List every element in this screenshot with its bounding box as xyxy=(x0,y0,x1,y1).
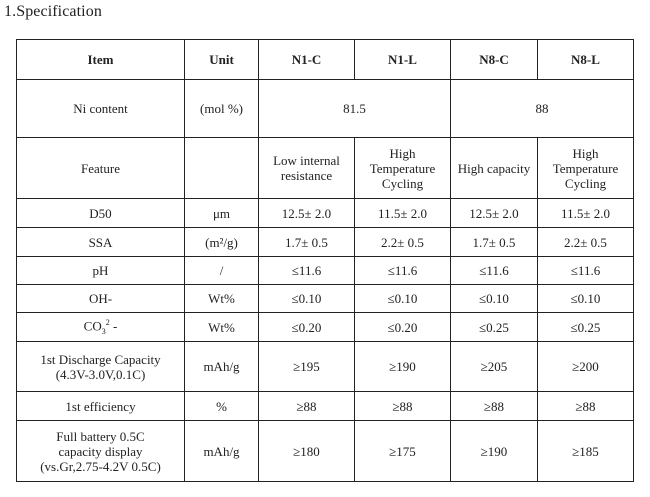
row-label: D50 xyxy=(17,199,185,228)
row-unit: Wt% xyxy=(185,285,259,313)
d50-n8-c: 12.5± 2.0 xyxy=(451,199,538,228)
header-unit: Unit xyxy=(185,40,259,80)
oh-n8-l: ≤0.10 xyxy=(538,285,634,313)
header-n8-l: N8-L xyxy=(538,40,634,80)
discharge-n1-l: ≥190 xyxy=(355,342,451,392)
row-label: OH- xyxy=(17,285,185,313)
d50-n8-l: 11.5± 2.0 xyxy=(538,199,634,228)
row-label xyxy=(17,421,185,482)
row-unit: Wt% xyxy=(185,313,259,342)
efficiency-n8-l: ≥88 xyxy=(538,392,634,421)
row-label xyxy=(17,342,185,392)
full-battery-n1-l: ≥175 xyxy=(355,421,451,482)
ni-value-n8: 88 xyxy=(451,80,634,138)
feature-n8-c: High capacity xyxy=(451,138,538,199)
efficiency-n1-l: ≥88 xyxy=(355,392,451,421)
table-row-full-battery xyxy=(17,421,634,482)
ni-value-n1: 81.5 xyxy=(259,80,451,138)
row-unit: / xyxy=(185,257,259,285)
row-label-line: 1st Discharge Capacity xyxy=(40,351,161,367)
row-label: Feature xyxy=(17,138,185,199)
efficiency-n8-c: ≥88 xyxy=(451,392,538,421)
section-heading: 1.Specification xyxy=(4,3,102,20)
row-label-line: Full battery 0.5C xyxy=(56,428,145,444)
ssa-n1-c: 1.7± 0.5 xyxy=(259,228,355,257)
feature-n1-c: Low internal resistance xyxy=(259,138,355,199)
header-item: Item xyxy=(17,40,185,80)
oh-n1-c: ≤0.10 xyxy=(259,285,355,313)
ph-n8-c: ≤11.6 xyxy=(451,257,538,285)
table-row-discharge-capacity xyxy=(17,342,634,392)
co3-n1-c: ≤0.20 xyxy=(259,313,355,342)
row-unit: (mol %) xyxy=(185,80,259,138)
ph-n1-c: ≤11.6 xyxy=(259,257,355,285)
ssa-n1-l: 2.2± 0.5 xyxy=(355,228,451,257)
co3-tail: - xyxy=(109,318,118,334)
row-label xyxy=(17,313,185,342)
ph-n8-l: ≤11.6 xyxy=(538,257,634,285)
row-unit: mAh/g xyxy=(185,421,259,482)
row-unit: μm xyxy=(185,199,259,228)
table-row-ni-content xyxy=(17,80,634,138)
table-row-efficiency xyxy=(17,392,634,421)
d50-n1-l: 11.5± 2.0 xyxy=(355,199,451,228)
full-battery-n8-c: ≥190 xyxy=(451,421,538,482)
row-label: SSA xyxy=(17,228,185,257)
table-row-oh xyxy=(17,285,634,313)
row-label-line: (4.3V-3.0V,0.1C) xyxy=(55,366,146,382)
specification-table xyxy=(16,39,634,482)
co3-base: CO xyxy=(83,318,102,334)
d50-n1-c: 12.5± 2.0 xyxy=(259,199,355,228)
row-unit xyxy=(185,138,259,199)
table-row-ph xyxy=(17,257,634,285)
ssa-n8-c: 1.7± 0.5 xyxy=(451,228,538,257)
row-label-line: capacity display xyxy=(58,443,143,459)
table-row-d50 xyxy=(17,199,634,228)
discharge-n8-c: ≥205 xyxy=(451,342,538,392)
row-label: pH xyxy=(17,257,185,285)
discharge-n8-l: ≥200 xyxy=(538,342,634,392)
oh-n8-c: ≤0.10 xyxy=(451,285,538,313)
table-row-ssa xyxy=(17,228,634,257)
header-row xyxy=(17,40,634,80)
feature-n8-l: High Temperature Cycling xyxy=(538,138,634,199)
row-label-line: (vs.Gr,2.75-4.2V 0.5C) xyxy=(40,458,161,474)
table-row-co3 xyxy=(17,313,634,342)
discharge-n1-c: ≥195 xyxy=(259,342,355,392)
full-battery-n8-l: ≥185 xyxy=(538,421,634,482)
row-unit: % xyxy=(185,392,259,421)
full-battery-n1-c: ≥180 xyxy=(259,421,355,482)
efficiency-n1-c: ≥88 xyxy=(259,392,355,421)
co3-n8-l: ≤0.25 xyxy=(538,313,634,342)
header-n1-l: N1-L xyxy=(355,40,451,80)
co3-subscript: 3 xyxy=(101,326,106,336)
co3-n8-c: ≤0.25 xyxy=(451,313,538,342)
co3-n1-l: ≤0.20 xyxy=(355,313,451,342)
row-label: 1st efficiency xyxy=(17,392,185,421)
feature-n1-l: High Temperature Cycling xyxy=(355,138,451,199)
co3-superscript: 2 xyxy=(105,318,110,328)
header-n8-c: N8-C xyxy=(451,40,538,80)
ph-n1-l: ≤11.6 xyxy=(355,257,451,285)
header-n1-c: N1-C xyxy=(259,40,355,80)
oh-n1-l: ≤0.10 xyxy=(355,285,451,313)
ssa-n8-l: 2.2± 0.5 xyxy=(538,228,634,257)
row-unit: mAh/g xyxy=(185,342,259,392)
row-label: Ni content xyxy=(17,80,185,138)
row-unit: (m²/g) xyxy=(185,228,259,257)
table-row-feature xyxy=(17,138,634,199)
